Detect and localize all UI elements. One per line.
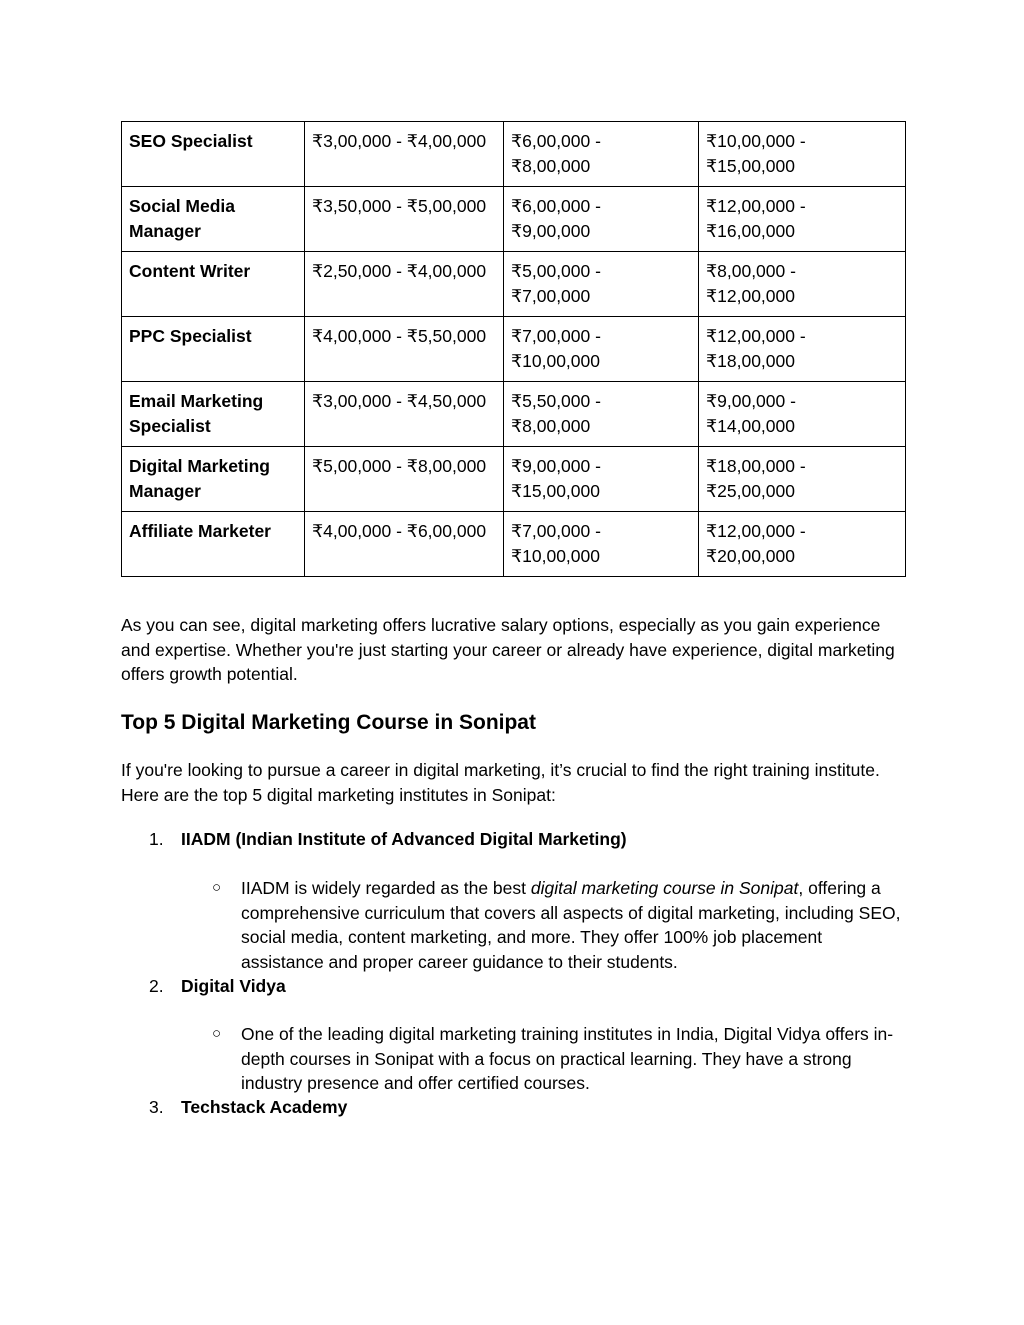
mid-salary-cell [504,512,699,577]
table-row [122,512,906,577]
senior-salary-line: ₹16,00,000 [706,220,795,241]
senior-salary-line: ₹12,00,000 - [706,521,806,541]
salary-table [121,121,906,577]
senior-salary-cell [699,187,906,252]
senior-salary-line: ₹14,00,000 [706,415,795,436]
institute-name: IIADM (Indian Institute of Advanced Digital Marketing) [181,829,627,849]
intro-paragraph: If you're looking to pursue a career in digital marketing, it’s crucial to find the right training institute. Here are the top 5 digital marketing institutes in Sonipat: [121,760,880,805]
mid-salary-cell [504,317,699,382]
mid-salary-line: ₹5,50,000 - [511,391,601,411]
circle-bullet-icon: ○ [212,1025,222,1042]
senior-salary-line: ₹25,00,000 [706,480,795,501]
mid-salary-line: ₹7,00,000 - [511,521,601,541]
list-number: 3. [149,1097,164,1117]
mid-salary-line: ₹9,00,000 [511,220,591,241]
description-text: IIADM is widely regarded as the best [241,878,531,898]
summary-paragraph: As you can see, digital marketing offers lucrative salary options, especially as you gain experience and expertise. Whether you're just starting your career or already have experience, digital marketing offers growth potential. [121,615,895,684]
mid-salary-cell [504,252,699,317]
entry-salary-cell: ₹3,50,000 - ₹5,00,000 [305,187,504,252]
senior-salary-cell [699,447,906,512]
mid-salary-line: ₹6,00,000 - [511,131,601,151]
list-number: 2. [149,976,164,996]
senior-salary-cell [699,512,906,577]
institute-name: Digital Vidya [181,976,286,996]
table-row [122,252,906,317]
mid-salary-line: ₹7,00,000 - [511,326,601,346]
mid-salary-cell [504,187,699,252]
senior-salary-line: ₹12,00,000 - [706,326,806,346]
mid-salary-line: ₹5,00,000 - [511,261,601,281]
role-cell: PPC Specialist [122,317,305,382]
mid-salary-line: ₹8,00,000 [511,415,591,436]
senior-salary-line: ₹18,00,000 - [706,456,806,476]
entry-salary-cell: ₹2,50,000 - ₹4,00,000 [305,252,504,317]
senior-salary-line: ₹12,00,000 [706,285,795,306]
description-emphasis: digital marketing course in Sonipat [530,878,799,898]
institute-description [241,876,905,974]
role-cell: Social Media Manager [122,187,305,252]
table-row [122,447,906,512]
entry-salary-cell: ₹4,00,000 - ₹5,50,000 [305,317,504,382]
senior-salary-line: ₹20,00,000 [706,545,795,566]
senior-salary-line: ₹12,00,000 - [706,196,806,216]
table-row [122,382,906,447]
senior-salary-cell [699,252,906,317]
mid-salary-cell [504,447,699,512]
mid-salary-cell [504,122,699,187]
table-row [122,317,906,382]
mid-salary-line: ₹6,00,000 - [511,196,601,216]
mid-salary-line: ₹7,00,000 [511,285,591,306]
senior-salary-line: ₹18,00,000 [706,350,795,371]
senior-salary-line: ₹15,00,000 [706,155,795,176]
entry-salary-cell: ₹4,00,000 - ₹6,00,000 [305,512,504,577]
institute-name: Techstack Academy [181,1097,348,1117]
senior-salary-line: ₹8,00,000 - [706,261,796,281]
entry-salary-cell: ₹3,00,000 - ₹4,00,000 [305,122,504,187]
role-cell: Digital Marketing Manager [122,447,305,512]
role-cell: Content Writer [122,252,305,317]
table-row [122,122,906,187]
circle-bullet-icon: ○ [212,879,222,896]
senior-salary-cell [699,317,906,382]
document-page [121,121,905,1117]
mid-salary-line: ₹10,00,000 [511,350,600,371]
role-cell: Affiliate Marketer [122,512,305,577]
senior-salary-cell [699,122,906,187]
role-cell: Email Marketing Specialist [122,382,305,447]
mid-salary-cell [504,382,699,447]
senior-salary-line: ₹10,00,000 - [706,131,806,151]
institute-description: One of the leading digital marketing training institutes in India, Digital Vidya offers in-depth courses in Sonipat with a focus on practical learning. They have a strong industry presence and offer certified courses. [241,1024,894,1093]
mid-salary-line: ₹10,00,000 [511,545,600,566]
mid-salary-line: ₹15,00,000 [511,480,600,501]
mid-salary-line: ₹9,00,000 - [511,456,601,476]
senior-salary-line: ₹9,00,000 - [706,391,796,411]
entry-salary-cell: ₹5,00,000 - ₹8,00,000 [305,447,504,512]
list-number: 1. [149,829,164,849]
senior-salary-cell [699,382,906,447]
table-row [122,187,906,252]
mid-salary-line: ₹8,00,000 [511,155,591,176]
role-cell: SEO Specialist [122,122,305,187]
description-text: , offering a comprehensive curriculum that covers all aspects of digital marketing, including SEO, social media, content marketing, and more. They offer 100% job placement assistance and proper career guidance to their students. [241,878,901,972]
section-heading: Top 5 Digital Marketing Course in Sonipat [121,711,536,734]
entry-salary-cell: ₹3,00,000 - ₹4,50,000 [305,382,504,447]
